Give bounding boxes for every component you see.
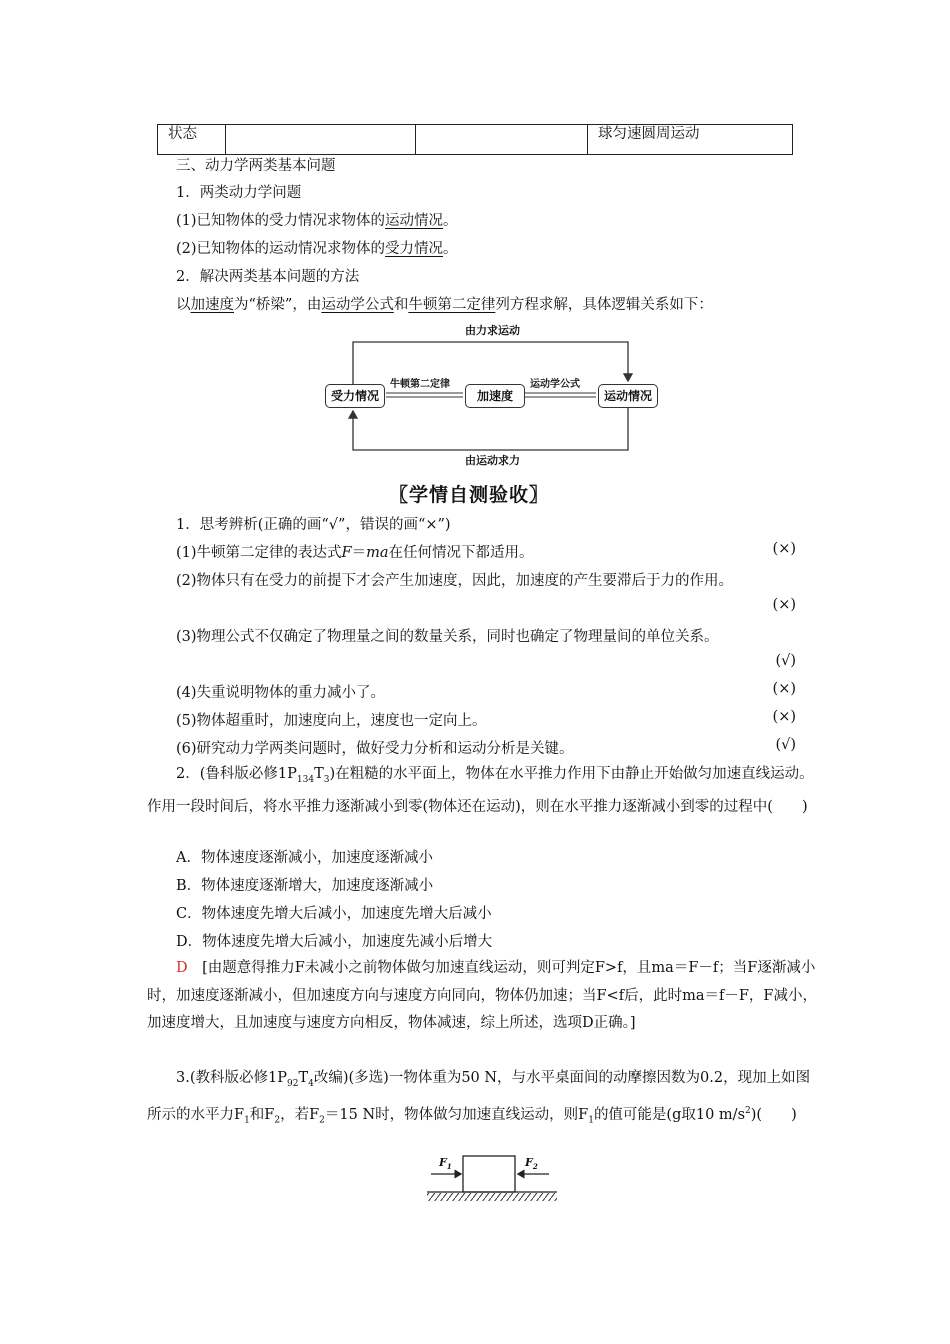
item-heading: 2．解决两类基本问题的方法 [176, 269, 360, 285]
box-acceleration: 加速度 [465, 384, 525, 408]
q1-statement [176, 709, 796, 730]
text-span: )( ) [750, 1107, 797, 1124]
table-row [158, 125, 793, 155]
text-span: ＝15 N时，物体做匀加速直线运动，则F [324, 1107, 589, 1124]
q1-statement [176, 681, 796, 702]
subscript: 2 [319, 1116, 325, 1127]
judgement-mark: (×) [772, 709, 796, 725]
text-span: (2)已知物体的运动情况求物体的 [176, 241, 386, 257]
bottom-loop-arrow [353, 408, 628, 450]
judgement-mark: (√) [775, 737, 796, 753]
text-span: 和F [249, 1107, 275, 1124]
q1-statement [176, 737, 796, 758]
q2-option-a: A．物体速度逐渐减小，加速度逐渐减小 [176, 850, 433, 866]
text-span: 和 [393, 297, 409, 313]
subscript: 2 [274, 1116, 281, 1127]
text-span: (1)牛顿第二定律的表达式 [176, 545, 342, 561]
q1-statement: (2)物体只有在受力的前提下才会产生加速度，因此，加速度的产生要滞后于力的作用。 [176, 573, 734, 589]
text-span: F [439, 1156, 447, 1169]
underlined-term: 加速度 [190, 297, 234, 313]
text-span: ＝ [351, 545, 367, 561]
q1-statement: (3)物理公式不仅确定了物理量之间的数量关系，同时也确定了物理量间的单位关系。 [176, 629, 719, 645]
text-span: 为“桥梁”，由 [234, 297, 322, 313]
judgement-mark: (×) [772, 541, 796, 557]
underlined-term: 牛顿第二定律 [408, 297, 496, 313]
judgement-mark: (×) [772, 681, 796, 697]
subscript: 1 [446, 1162, 452, 1172]
symbol-f: F [341, 545, 352, 561]
q2-option-b: B．物体速度逐渐增大，加速度逐渐减小 [176, 878, 434, 894]
state-table [157, 124, 793, 155]
subscript: 1 [588, 1116, 594, 1127]
box-force-condition: 受力情况 [325, 384, 385, 408]
text-span: 。 [443, 213, 458, 229]
subscript: 92 [286, 1078, 299, 1089]
label-force-to-motion: 由力求运动 [465, 324, 520, 337]
section-heading: 三、动力学两类基本问题 [176, 158, 336, 174]
table-cell [416, 125, 588, 155]
symbol-ma: ma [366, 545, 389, 561]
text-line [176, 237, 458, 258]
label-f2 [525, 1156, 538, 1171]
section-banner [389, 480, 549, 507]
q1-intro: 1．思考辨析(正确的画“√”，错误的画“×”) [176, 517, 451, 533]
bracket-right-icon: 〗 [529, 484, 550, 506]
text-span: (6)研究动力学两类问题时，做好受力分析和运动分析是关键。 [176, 741, 574, 757]
text-span: 3.(教科版必修1P [176, 1070, 287, 1086]
item-heading: 1．两类动力学问题 [176, 185, 302, 201]
text-span: (1)已知物体的受力情况求物体的 [176, 213, 386, 229]
superscript: 2 [745, 1106, 751, 1117]
subscript: 134 [296, 774, 315, 785]
text-span: 2．(鲁科版必修1P [176, 766, 297, 782]
text-span: T [314, 766, 324, 782]
label-newton-second-law: 牛顿第二定律 [390, 379, 450, 390]
subscript: 2 [532, 1162, 538, 1172]
subscript: 3 [323, 774, 330, 785]
text-span: (5)物体超重时，加速度向上，速度也一定向上。 [176, 713, 487, 729]
q1-statement [176, 541, 796, 562]
logic-diagram [320, 320, 660, 470]
text-span: 列方程求解，具体逻辑关系如下： [495, 297, 713, 313]
text-span: ，若F [280, 1107, 320, 1124]
q2-option-c: C．物体速度先增大后减小，加速度先增大后减小 [176, 906, 492, 922]
underlined-term: 运动学公式 [321, 297, 394, 313]
text-span: F [525, 1156, 533, 1169]
text-span: 的值可能是(g取10 m/s [593, 1107, 746, 1124]
text-line [176, 209, 458, 230]
force-figure [425, 1150, 560, 1210]
box-motion-condition: 运动情况 [598, 384, 658, 408]
text-span: T [298, 1070, 309, 1086]
q2-option-d: D．物体速度先增大后减小，加速度先减小后增大 [176, 934, 493, 950]
q2-explanation [147, 955, 817, 1038]
q2-stem [147, 761, 817, 822]
subscript: 4 [308, 1078, 314, 1089]
text-span: 改编)(多选)一物体重为50 N，与水平桌面间的动摩擦因数为0.2，现加上如图所示的水平力F [147, 1070, 811, 1124]
table-cell [226, 125, 416, 155]
text-span: (4)失重说明物体的重力减小了。 [176, 685, 386, 701]
judgement-mark: (√) [775, 653, 796, 669]
text-span: 。 [443, 241, 458, 257]
q3-stem [147, 1065, 817, 1136]
label-f1 [439, 1156, 452, 1171]
judgement-mark: (×) [772, 597, 796, 613]
text-line [176, 293, 713, 314]
text-span: 以 [176, 297, 191, 313]
bracket-left-icon: 〖 [389, 484, 410, 506]
label-kinematics-formula: 运动学公式 [530, 379, 580, 390]
underlined-term: 受力情况 [385, 241, 444, 257]
label-motion-to-force: 由运动求力 [465, 454, 520, 467]
text-span: [由题意得推力F未减小之前物体做匀加速直线运动，则可判定F>f，且ma＝F－f；当F逐渐减小时，加速度逐渐减小，但加速度方向与速度方向同向，物体仍加速；当F<f后，此时ma＝f－F，F减小，加速度增大，且加速度与速度方向相反，物体减速，综上所述，选项D正确。] [147, 960, 817, 1031]
block [463, 1156, 515, 1192]
underlined-term: 运动情况 [385, 213, 444, 229]
answer-letter: D [176, 960, 188, 976]
text-span: )在粗糙的水平面上，物体在水平推力作用下由静止开始做匀加速直线运动。作用一段时间后，将水平推力逐渐减小到零(物体还在运动)，则在水平推力逐渐减小到零的过程中( ) [147, 766, 814, 816]
table-cell: 状态 [158, 125, 226, 155]
banner-title: 学情自测验收 [409, 484, 530, 506]
subscript: 1 [244, 1116, 250, 1127]
table-cell: 球匀速圆周运动 [588, 125, 793, 155]
ground-hatch [427, 1193, 557, 1201]
text-span: 在任何情况下都适用。 [388, 545, 534, 561]
